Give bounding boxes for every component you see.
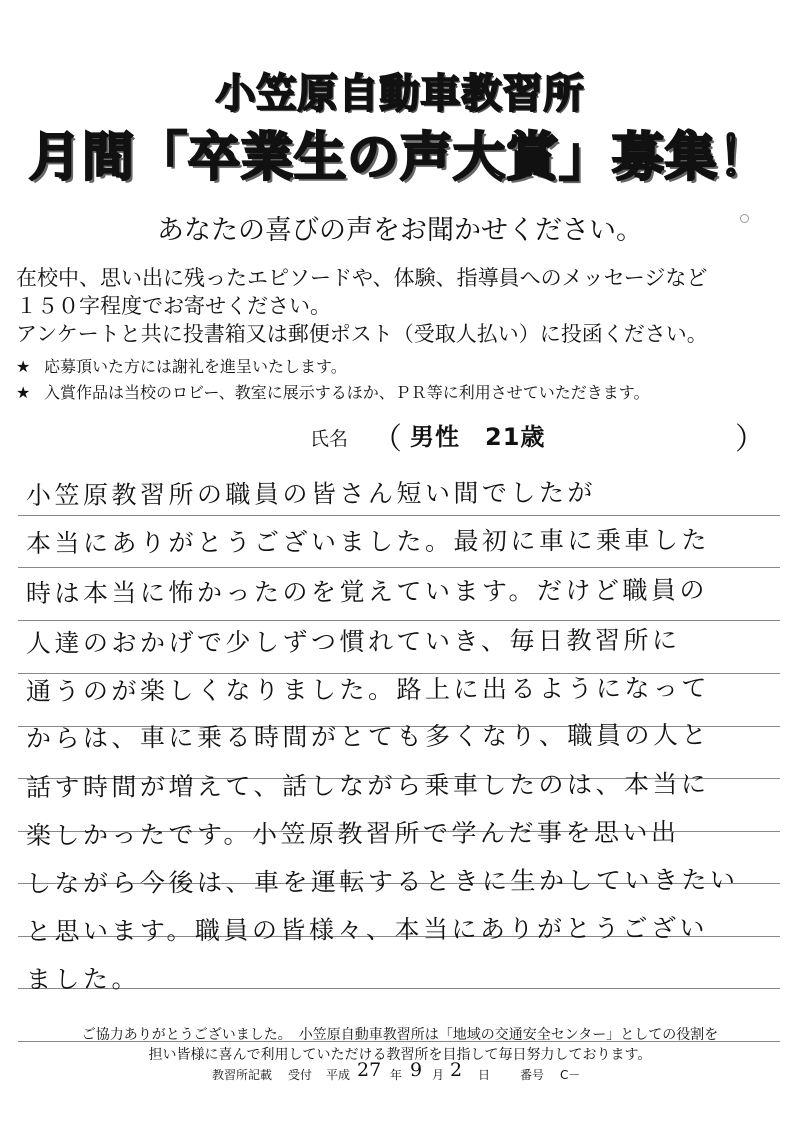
note-reward	[16, 354, 347, 377]
intro-line-1: 在校中、思い出に残ったエピソードや、体験、指導員へのメッセージなど	[16, 266, 708, 290]
receipt-year: 27	[357, 1059, 382, 1081]
intro-line-2: １５０字程度でお寄せください。	[16, 294, 331, 318]
number-value: C－	[560, 1068, 581, 1082]
ruled-line	[18, 515, 780, 516]
footer-line-1: ご協力ありがとうございました。 小笠原自動車教習所は「地域の交通安全センター」としての役割を	[81, 1027, 719, 1043]
award-title-heading: 月間「卒業生の声大賞」募集！	[28, 128, 771, 188]
scan-mark	[740, 214, 749, 223]
number-label: 番号	[520, 1068, 545, 1082]
handwritten-line-3: 時は本当に怖かったのを覚えています。だけど職員の	[25, 575, 709, 608]
name-field	[310, 414, 770, 457]
era-label: 平成	[326, 1068, 351, 1082]
note-text: 入賞作品は当校のロビー、教室に展示するほか、ＰＲ等に利用させていただきます。	[44, 383, 650, 402]
receipt-month: 9	[410, 1059, 423, 1081]
handwritten-line-2: 本当にありがとうございました。最初に車に乗車した	[25, 525, 711, 558]
handwritten-line-1: 小笠原教習所の職員の皆さん短い間でしたが	[25, 477, 597, 510]
received-label: 受付	[288, 1068, 313, 1082]
note-usage	[16, 380, 649, 403]
handwritten-line-4: 人達のおかげで少しずつ慣れていき、毎日教習所に	[25, 625, 681, 658]
handwritten-line-8: 楽しかったです。小笠原教習所で学んだ事を思い出	[25, 817, 680, 850]
handwritten-line-5: 通うのが楽しくなりました。路上に出るようになって	[25, 673, 711, 706]
open-paren: （	[372, 422, 402, 457]
name-value: 男性 21歳	[410, 423, 546, 451]
footer-line-2: 担い皆様に喜んで利用していただける教習所を目指して毎日努力しております。	[148, 1047, 652, 1063]
handwritten-line-10: と思います。職員の皆様々、本当にありがとうござい	[25, 913, 709, 946]
year-unit: 年	[390, 1068, 403, 1082]
school-name-heading: 小笠原自動車教習所	[215, 71, 585, 117]
handwritten-line-7: 話す時間が増えて、話しながら乗車したのは、本当に	[25, 769, 710, 802]
ruled-line	[18, 567, 780, 568]
month-unit: 月	[432, 1068, 445, 1082]
receipt-label: 教習所記載	[212, 1068, 273, 1082]
star-icon: ★	[16, 357, 31, 376]
receipt-day: 2	[450, 1059, 463, 1081]
subtitle: あなたの喜びの声をお聞かせください。	[157, 215, 643, 246]
note-text: 応募頂いた方には謝礼を進呈いたします。	[44, 357, 347, 376]
close-paren: ）	[735, 422, 765, 457]
handwritten-line-9: しながら今後は、車を運転するときに生かしていきたい	[25, 865, 739, 898]
handwritten-line-6: からは、車に乗る時間がとても多くなり、職員の人と	[25, 720, 711, 753]
star-icon: ★	[16, 383, 31, 402]
intro-line-3: アンケートと共に投書箱又は郵便ポスト（受取人払い）に投函ください。	[16, 322, 708, 346]
day-unit: 日	[478, 1068, 491, 1082]
name-label: 氏名	[310, 428, 349, 450]
handwritten-line-11: ました。	[25, 964, 141, 994]
